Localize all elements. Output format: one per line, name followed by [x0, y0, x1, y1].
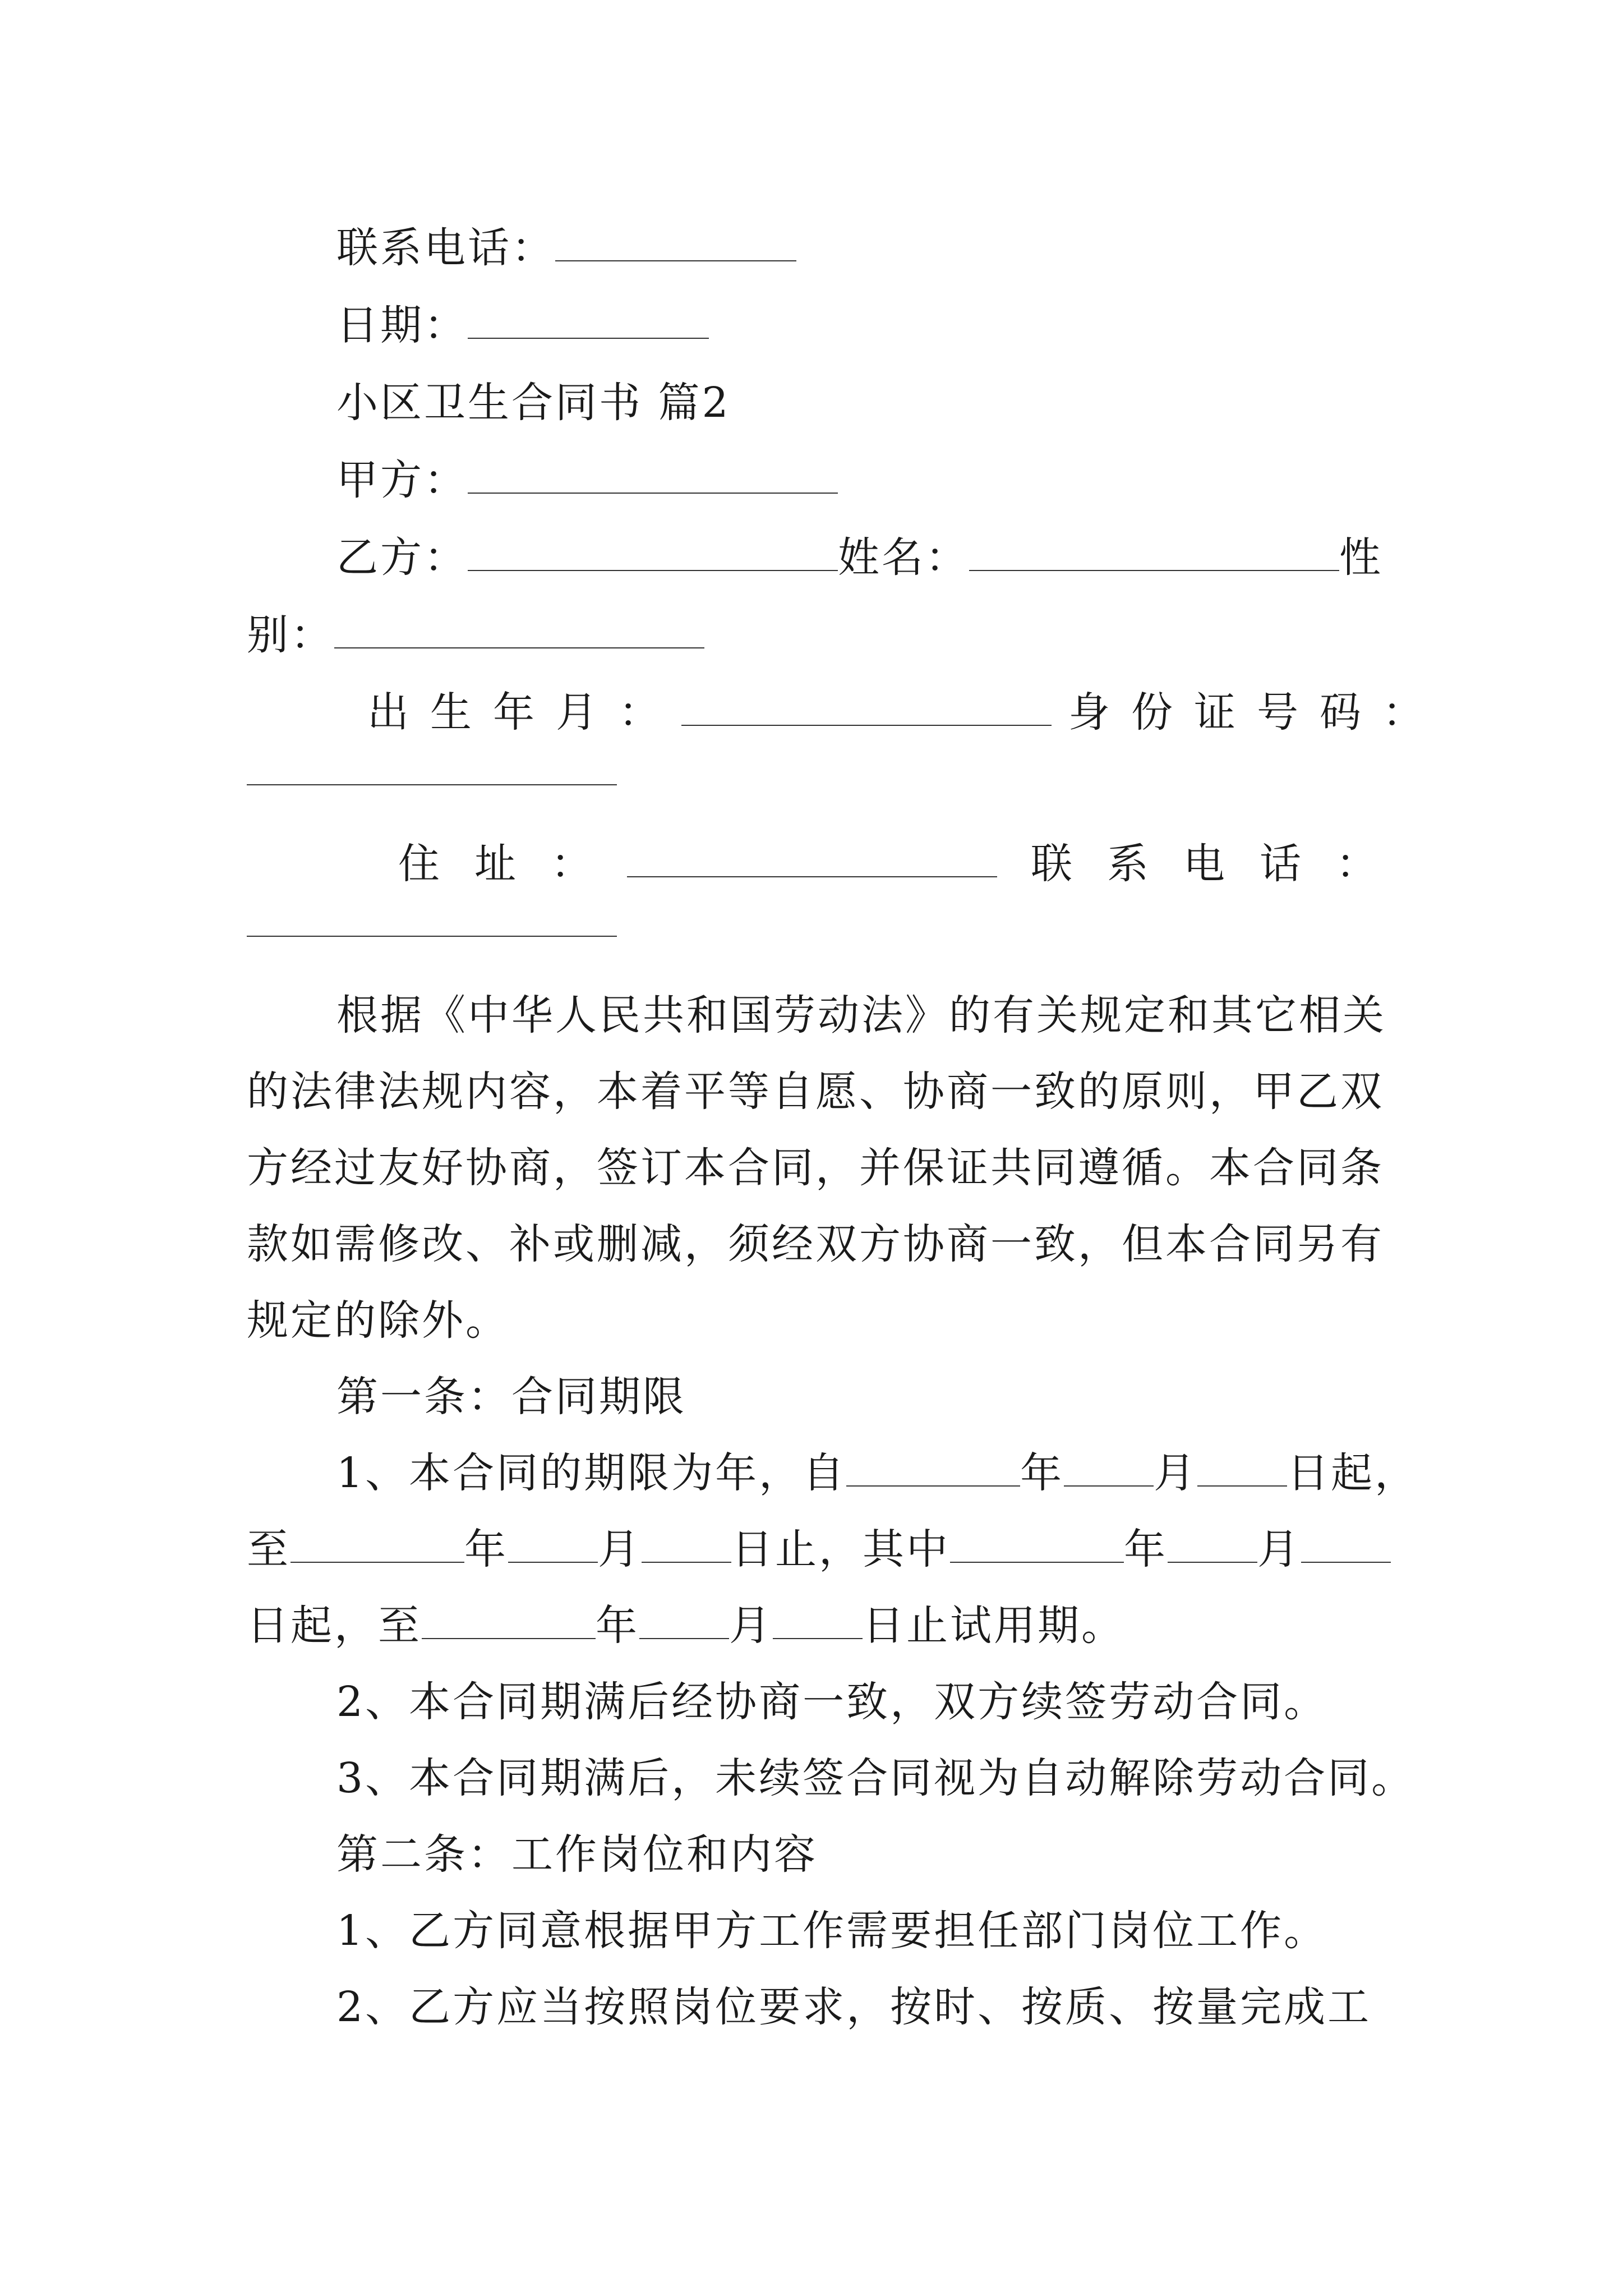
id-number-label: 身份证号码：: [1068, 688, 1445, 737]
address-label: 住址：: [398, 840, 627, 888]
birth-id-line: [367, 684, 1445, 740]
probation-month-blank-2: [639, 1598, 729, 1639]
gender-line: [247, 607, 704, 663]
term-year-blank-1: [846, 1445, 1020, 1487]
term-clause-line-1: [336, 1445, 1418, 1501]
term-month-2: 月: [598, 1525, 642, 1573]
term-day-1: 日起，: [1287, 1449, 1419, 1497]
term-day-2: 日止，其中: [731, 1525, 950, 1573]
term-to-label: 至: [247, 1525, 291, 1573]
date-line: [336, 297, 709, 353]
contact-phone-label: 联系电话：: [336, 224, 555, 272]
term-text-1a: 1、本合同的期限为年，自: [336, 1449, 847, 1497]
probation-month-blank-1: [1168, 1521, 1257, 1563]
term-clause-line-2: [247, 1521, 1391, 1577]
expiry-text: 3、本合同期满后，未续签合同视为自动解除劳动合同。: [336, 1754, 1415, 1802]
id-number-blank-line: [247, 744, 617, 800]
id-number-blank: [247, 744, 617, 785]
term-day-blank-1: [1197, 1445, 1287, 1487]
intro-text-5: 规定的除外。: [247, 1296, 509, 1345]
section-title-text: 小区卫生合同书 篇2: [336, 379, 731, 427]
intro-paragraph-line-3: [247, 1140, 1384, 1196]
phone-label-2: 联系电话：: [1031, 840, 1412, 888]
gender-label-part1: 性: [1339, 533, 1383, 582]
renewal-clause: [336, 1674, 1327, 1730]
party-a-line: [336, 452, 838, 508]
expiry-clause: [336, 1750, 1415, 1806]
intro-paragraph-line-1: [336, 987, 1386, 1043]
article-1-title: 第一条：合同期限: [336, 1373, 686, 1421]
term-month-1: 月: [1154, 1449, 1198, 1497]
party-b-line: [336, 530, 1383, 586]
article-1-heading: [336, 1369, 686, 1425]
probation-year-blank-2: [422, 1598, 596, 1639]
term-year-1: 年: [1020, 1449, 1064, 1497]
term-day-blank-2: [642, 1521, 731, 1563]
party-a-blank: [468, 452, 838, 494]
date-blank: [468, 297, 709, 339]
intro-text-4: 款如需修改、补或删减，须经双方协商一致，但本合同另有: [247, 1220, 1384, 1268]
address-phone-line: [398, 836, 1412, 892]
probation-year-1: 年: [1124, 1525, 1168, 1573]
contact-phone-blank: [555, 220, 796, 261]
duty-clause-1: [336, 1903, 1327, 1959]
duty-text-1: 1、乙方同意根据甲方工作需要担任部门岗位工作。: [336, 1907, 1328, 1955]
duty-clause-2: [336, 1979, 1371, 2035]
probation-day-blank-1: [1301, 1521, 1391, 1563]
term-year-blank-2: [291, 1521, 464, 1563]
term-clause-line-3: [247, 1598, 1125, 1654]
address-blank: [627, 836, 997, 877]
party-b-blank: [468, 530, 838, 571]
probation-year-2: 年: [596, 1602, 639, 1650]
gender-blank: [334, 607, 704, 648]
probation-start-text: 日起，至: [247, 1602, 422, 1650]
phone-blank-line: [247, 895, 617, 951]
term-month-blank-1: [1064, 1445, 1154, 1487]
probation-year-blank-1: [950, 1521, 1124, 1563]
intro-paragraph-line-2: [247, 1064, 1384, 1120]
article-2-heading: [336, 1826, 818, 1883]
birth-date-blank: [681, 684, 1052, 726]
section-title: [336, 375, 731, 431]
party-a-label: 甲方：: [336, 456, 468, 504]
intro-text-1: 根据《中华人民共和国劳动法》的有关规定和其它相关: [336, 991, 1386, 1039]
probation-day-blank-2: [773, 1598, 863, 1639]
name-label: 姓名：: [838, 533, 969, 582]
article-2-title: 第二条：工作岗位和内容: [336, 1830, 818, 1879]
intro-paragraph-line-5: [247, 1292, 509, 1349]
term-month-blank-2: [508, 1521, 598, 1563]
phone-blank-2: [247, 895, 617, 937]
intro-text-3: 方经过友好协商，签订本合同，并保证共同遵循。本合同条: [247, 1144, 1384, 1192]
party-b-label: 乙方：: [336, 533, 468, 582]
birth-date-label: 出生年月：: [367, 688, 681, 737]
renewal-text: 2、本合同期满后经协商一致，双方续签劳动合同。: [336, 1678, 1328, 1726]
probation-month-1: 月: [1257, 1525, 1301, 1573]
term-year-2: 年: [464, 1525, 508, 1573]
date-label: 日期：: [336, 301, 468, 349]
gender-label-part2: 别：: [247, 611, 334, 659]
duty-text-2: 2、乙方应当按照岗位要求，按时、按质、按量完成工: [336, 1983, 1372, 2031]
intro-paragraph-line-4: [247, 1216, 1384, 1272]
name-blank: [969, 530, 1339, 571]
intro-text-2: 的法律法规内容，本着平等自愿、协商一致的原则，甲乙双: [247, 1068, 1384, 1116]
probation-month-2: 月: [729, 1602, 773, 1650]
contact-phone-line: [336, 220, 796, 276]
probation-end-text: 日止试用期。: [863, 1602, 1125, 1650]
